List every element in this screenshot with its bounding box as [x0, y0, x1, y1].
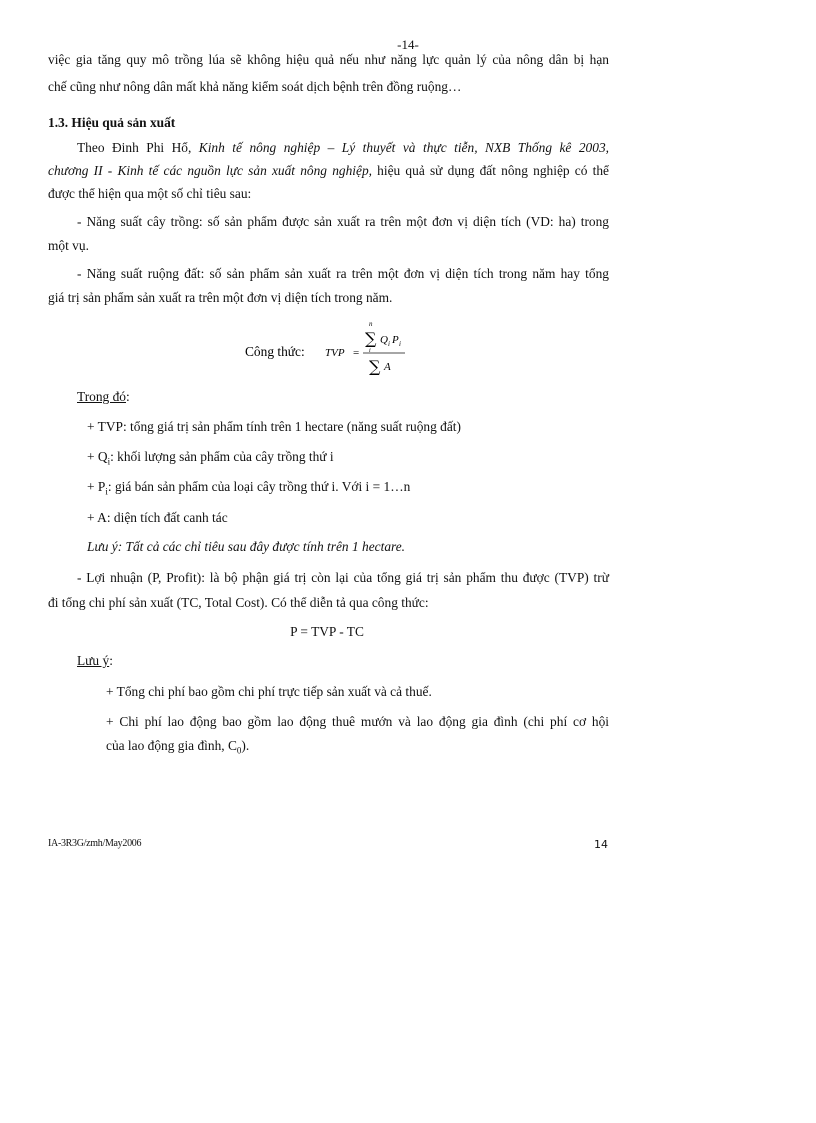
citation-lead: Theo Đinh Phi Hổ, [77, 140, 199, 155]
note-item-2-sub: 0 [236, 745, 242, 756]
notes-heading-text: Lưu ý [77, 653, 110, 668]
def-a: + A: diện tích đất canh tác [87, 510, 228, 525]
citation-line-1 [77, 139, 609, 157]
formula-sigma-denominator: ∑ [369, 357, 381, 376]
def-p-sub: i [105, 486, 108, 497]
formula-label: Công thức: [245, 344, 305, 359]
def-q-sub: i [107, 456, 111, 467]
intro-line-2: chế cũng như nông dân mất khả năng kiểm soát dịch bệnh trên đồng ruộng… [48, 79, 462, 94]
def-q-text: : khối lượng sản phẩm của cây trồng thứ i [110, 449, 334, 464]
footer-doc-code: IA-3R3G/zmh/May2006 [48, 838, 142, 849]
formula-p-sub: i [399, 340, 401, 348]
formula-den: A [384, 361, 391, 373]
note-item-2-line-1: + Chi phí lao động bao gồm lao động thuê mướn và lao động gia đình (chi phí cơ hội [106, 714, 609, 729]
page-marker: -14- [397, 37, 419, 52]
intro-line-1: việc gia tăng quy mô trồng lúa sẽ không hiệu quả nếu như năng lực quản lý của nông dân bị hạn [48, 52, 609, 67]
citation-chapter: chương II - Kinh tế các nguồn lực sản xuất nông nghiệp, [48, 163, 372, 178]
notes-heading-colon: : [109, 653, 113, 668]
definitions-heading-colon: : [126, 389, 130, 404]
notes-heading [77, 652, 113, 670]
footer-page-number: 14 [594, 838, 608, 851]
section-heading: 1.3. Hiệu quả sản xuất [48, 115, 176, 130]
formula-sigma-numerator: ∑ [365, 329, 377, 348]
crop-yield-line-1: - Năng suất cây trồng: số sản phẩm được sản xuất ra trên một đơn vị diện tích (VD: ha) trong [77, 214, 609, 229]
citation-line-2 [48, 162, 609, 180]
formula-q: Q [380, 334, 388, 346]
citation-tail: hiệu quả sử dụng đất nông nghiệp có thể [371, 163, 609, 178]
formula-equals: = [353, 347, 360, 359]
definitions-heading [77, 388, 130, 406]
land-yield-line-1: - Năng suất ruộng đất: số sản phẩm sản xuất ra trên một đơn vị diện tích trong năm hay tổng [77, 266, 609, 281]
formula-lhs: TVP [325, 347, 345, 359]
def-q-prefix: + Q [87, 449, 108, 464]
formula-lower-limit: i [369, 348, 371, 354]
note-item-2-suffix: ). [241, 738, 250, 753]
tvp-formula-svg [245, 318, 415, 378]
def-p-text: : giá bán sản phẩm của loại cây trồng thứ i. Với i = 1…n [107, 479, 411, 494]
formula-upper-limit: n [369, 320, 373, 328]
definitions-heading-text: Trong đó [77, 389, 126, 404]
profit-formula: P = TVP - TC [290, 624, 364, 639]
profit-line-2: đi tổng chi phí sản xuất (TC, Total Cost). Có thể diễn tả qua công thức: [48, 595, 429, 610]
tvp-formula [245, 318, 415, 374]
citation-line-3: được thể hiện qua một số chỉ tiêu sau: [48, 186, 252, 201]
note-item-2-line-2 [106, 737, 249, 760]
formula-q-sub: i [388, 340, 390, 348]
note-item-1: + Tổng chi phí bao gồm chi phí trực tiếp sản xuất và cả thuế. [106, 684, 432, 699]
def-p [87, 478, 410, 501]
formula-p: P [392, 334, 399, 346]
def-note: Lưu ý: Tất cả các chỉ tiêu sau đây được tính trên 1 hectare. [87, 539, 406, 554]
profit-line-1: - Lợi nhuận (P, Profit): là bộ phận giá trị còn lại của tổng giá trị sản phẩm thu được (TVP) trừ [77, 570, 609, 585]
citation-book-title: Kinh tế nông nghiệp – Lý thuyết và thực tiễn, NXB Thống kê 2003, [198, 140, 609, 155]
crop-yield-line-2: một vụ. [48, 238, 89, 253]
def-tvp: + TVP: tổng giá trị sản phẩm tính trên 1 hectare (năng suất ruộng đất) [87, 419, 461, 434]
def-q [87, 448, 334, 471]
def-p-prefix: + P [87, 479, 106, 494]
note-item-2-prefix: của lao động gia đình, C [106, 738, 237, 753]
land-yield-line-2: giá trị sản phẩm sản xuất ra trên một đơn vị diện tích trong năm. [48, 290, 393, 305]
